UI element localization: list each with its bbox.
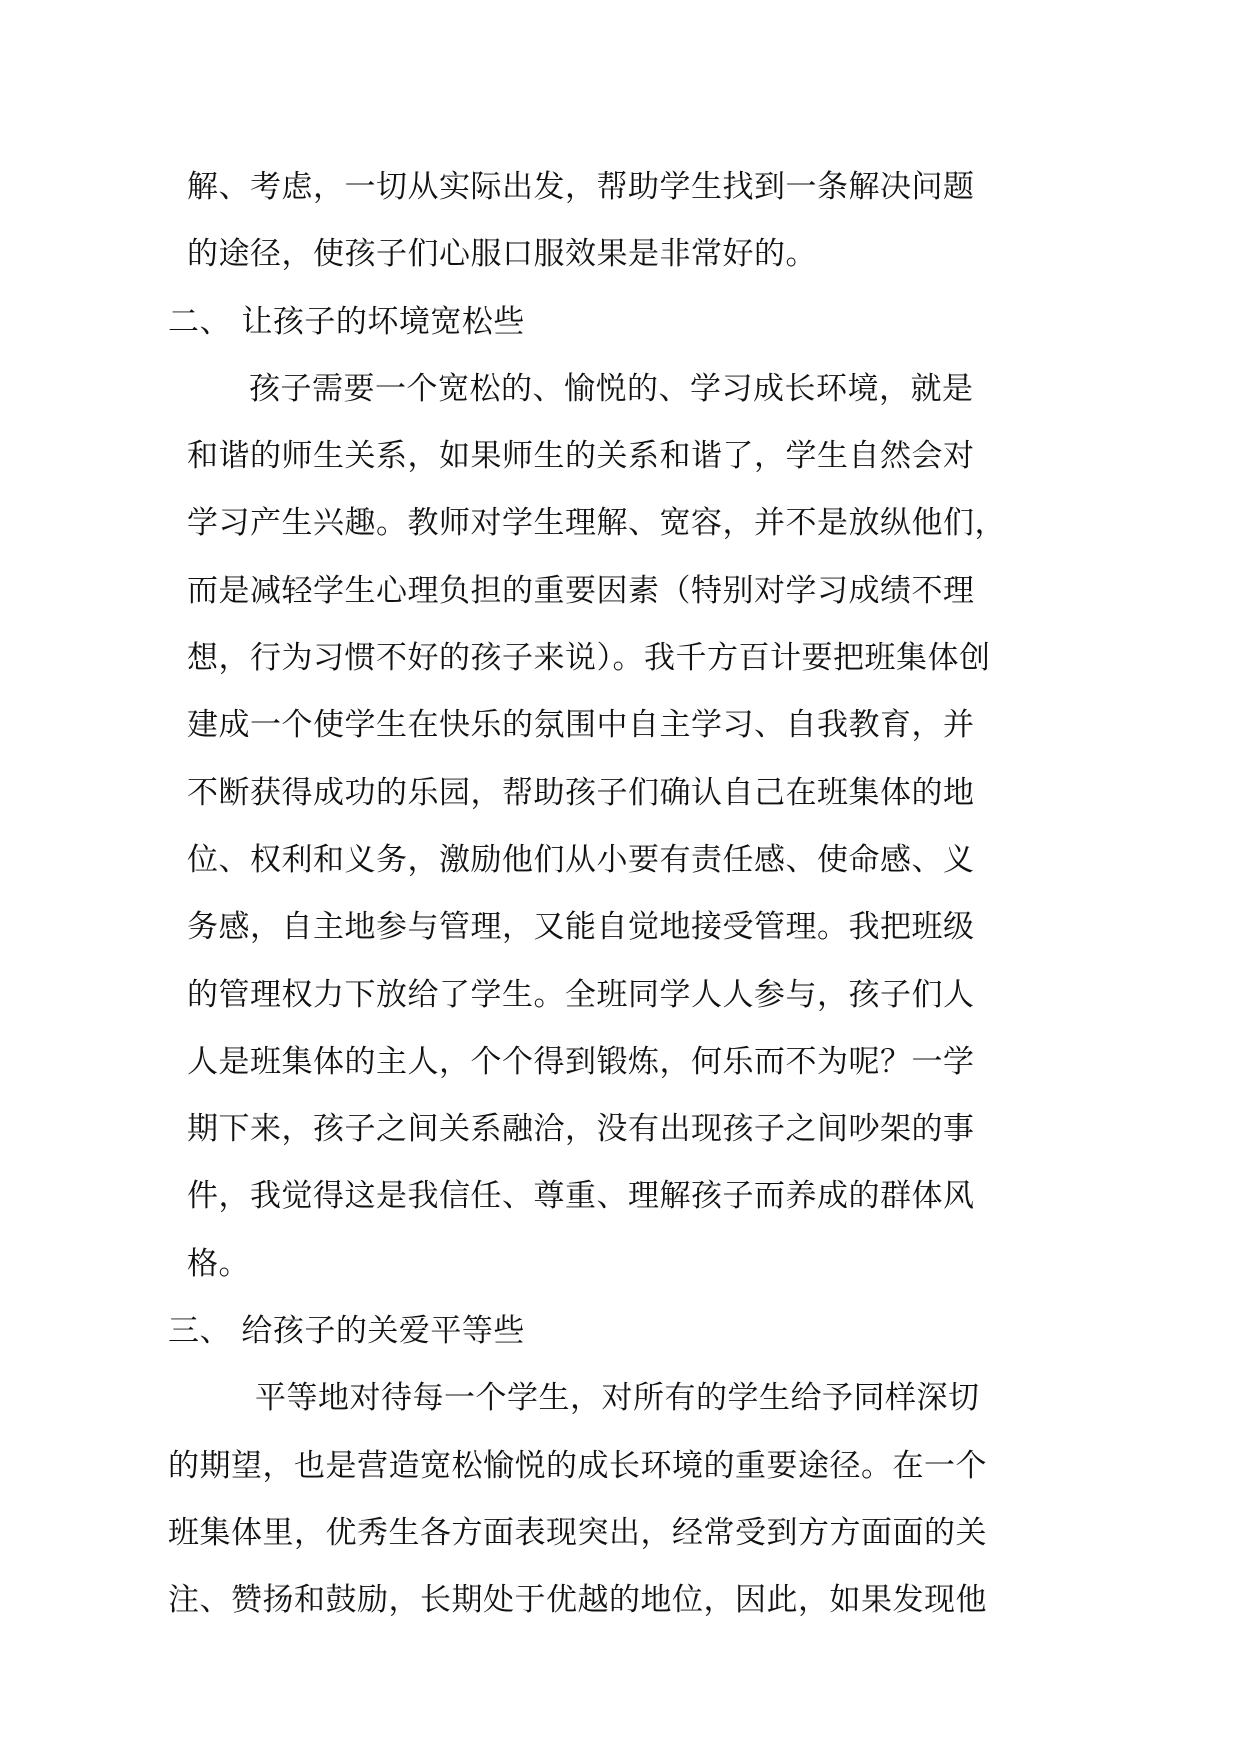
- section-heading-2: 二、 让孩子的坏境宽松些: [168, 303, 525, 340]
- paragraph-line: 班集体里，优秀生各方面表现突出，经常受到方方面面的关: [168, 1514, 987, 1551]
- paragraph-line: 学习产生兴趣。教师对学生理解、宽容，并不是放纵他们，: [187, 505, 1006, 542]
- paragraph-line: 期下来，孩子之间关系融洽，没有出现孩子之间吵架的事: [187, 1111, 975, 1148]
- paragraph-line: 不断获得成功的乐园，帮助孩子们确认自己在班集体的地: [187, 774, 975, 811]
- paragraph-line: 的期望，也是营造宽松愉悦的成长环境的重要途径。在一个: [168, 1447, 987, 1484]
- paragraph-line: 建成一个使学生在快乐的氛围中自主学习、自我教育，并: [187, 707, 975, 744]
- paragraph-line: 和谐的师生关系，如果师生的关系和谐了，学生自然会对: [187, 438, 975, 475]
- paragraph-line: 而是减轻学生心理负担的重要因素（特别对学习成绩不理: [187, 572, 975, 609]
- paragraph-line: 件，我觉得这是我信任、尊重、理解孩子而养成的群体风: [187, 1178, 975, 1215]
- paragraph-line: 人是班集体的主人，个个得到锻炼，何乐而不为呢？一学: [187, 1043, 975, 1080]
- body-text: [168, 154, 1067, 1635]
- paragraph-line: 格。: [187, 1245, 250, 1282]
- paragraph-line: 的途径，使孩子们心服口服效果是非常好的。: [187, 236, 817, 273]
- paragraph-line: 想，行为习惯不好的孩子来说）。我千方百计要把班集体创: [187, 640, 991, 677]
- paragraph-line: 平等地对待每一个学生，对所有的学生给予同样深切: [255, 1380, 980, 1417]
- paragraph-line: 解、考虑，一切从实际出发，帮助学生找到一条解决问题: [187, 169, 975, 205]
- paragraph-line: 孩子需要一个宽松的、愉悦的、学习成长环境，就是: [249, 370, 974, 407]
- section-heading-3: 三、 给孩子的关爱平等些: [168, 1313, 525, 1350]
- paragraph-line: 注、赞扬和鼓励，长期处于优越的地位，因此，如果发现他: [168, 1582, 987, 1619]
- paragraph-line: 的管理权力下放给了学生。全班同学人人参与，孩子们人: [187, 976, 975, 1013]
- paragraph-line: 位、权利和义务，激励他们从小要有责任感、使命感、义: [187, 841, 975, 878]
- paragraph-line: 务感，自主地参与管理，又能自觉地接受管理。我把班级: [187, 909, 975, 946]
